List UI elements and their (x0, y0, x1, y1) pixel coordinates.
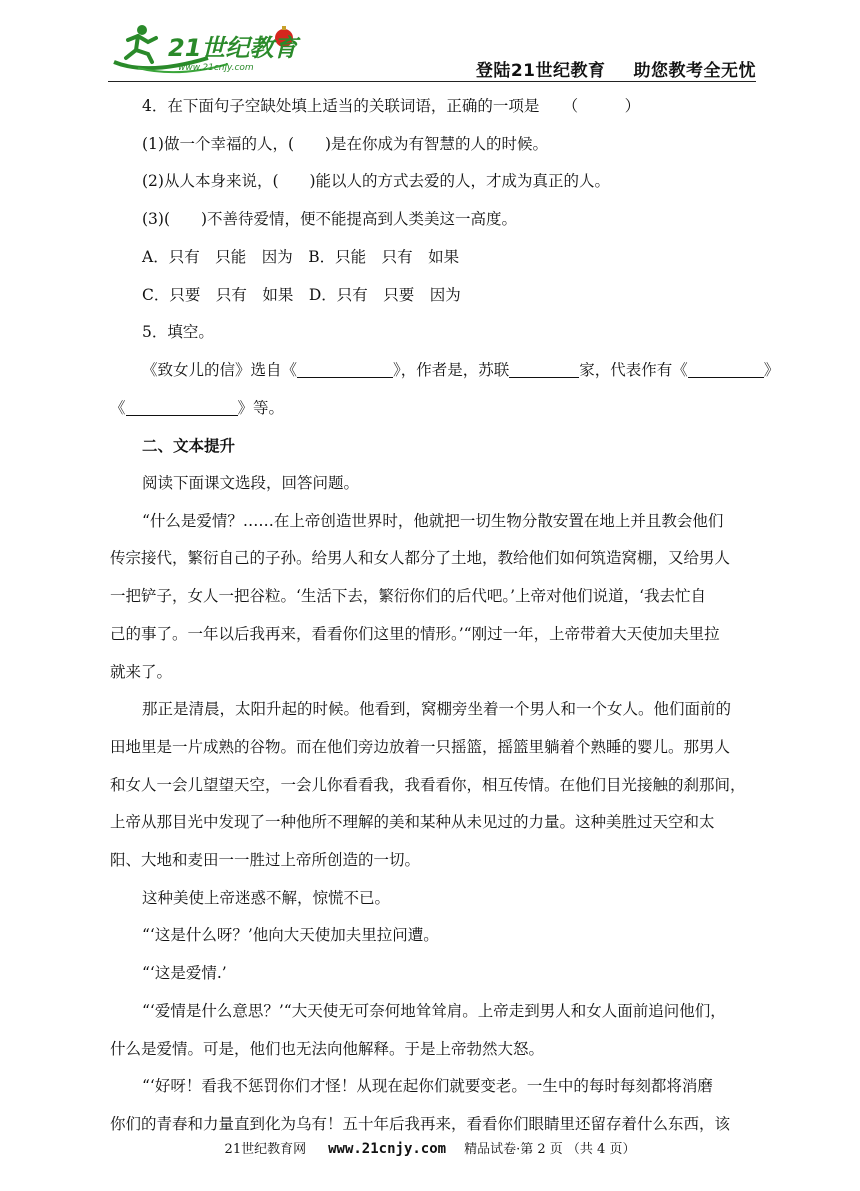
fill-text: 》 (763, 360, 780, 379)
question-4-options-ab: A．只有 只能 因为 B．只能 只有 如果 (142, 247, 460, 266)
answer-blank[interactable] (126, 397, 238, 416)
logo-url: www.21cnjy.com (178, 63, 254, 73)
page-header (0, 0, 860, 86)
question-5-fill-line-2 (110, 390, 756, 428)
document-body (110, 88, 780, 1144)
passage-line: “‘这是爱情.’ (142, 964, 227, 983)
answer-blank[interactable] (509, 359, 579, 378)
question-4-options-cd: C．只要 只有 如果 D．只有 只要 因为 (142, 285, 461, 304)
passage-line: “什么是爱情？……在上帝创造世界时，他就把一切生物分散安置在地上并且教会他们 (142, 511, 724, 530)
header-slogan (476, 56, 756, 81)
page-footer (0, 1138, 860, 1157)
passage-line: 己的事了。一年以后我再来，看看你们这里的情形。’“刚过一年，上帝带着大天使加夫里拉 (110, 624, 720, 643)
passage-line: “‘爱情是什么意思？’“大天使无可奈何地耸耸肩。上帝走到男人和女人面前追问他们， (142, 1001, 726, 1020)
question-5-fill-line-1 (110, 352, 780, 390)
passage-line: 这种美使上帝迷惑不解，惊慌不已。 (142, 888, 391, 907)
site-logo (108, 16, 308, 80)
slogan-left: 登陆21世纪教育 (475, 61, 606, 81)
header-divider (108, 81, 756, 82)
passage-line: 就来了。 (110, 662, 173, 681)
passage-line: 传宗接代，繁衍自己的子孙。给男人和女人都分了土地，教给他们如何筑造窝棚，又给男人 (110, 549, 731, 568)
passage-line: 一把铲子，女人一把谷粒。‘生活下去，繁衍你们的后代吧。’上帝对他们说道，‘我去忙自 (110, 587, 707, 606)
fill-text: 家，代表作有《 (579, 360, 688, 379)
slogan-right: 助您教考全无忧 (633, 61, 756, 81)
logo-text: 21世纪教育 (168, 34, 298, 62)
passage-line: “‘这是什么呀？’他向大天使加夫里拉问遭。 (142, 926, 439, 945)
answer-blank[interactable] (688, 359, 764, 378)
section-heading: 二、文本提升 (142, 436, 236, 456)
footer-left: 21世纪教育网 (224, 1142, 307, 1157)
question-4-sentence-1: (1)做一个幸福的人，( )是在你成为有智慧的人的时候。 (142, 134, 549, 153)
question-5-stem: 5．填空。 (142, 323, 214, 342)
question-4-sentence-2: (2)从人本身来说，( )能以人的方式去爱的人，才成为真正的人。 (142, 172, 611, 191)
passage-line: “‘好呀！看我不惩罚你们才怪！从现在起你们就要变老。一生中的每时每刻都将消磨 (142, 1077, 713, 1096)
fill-text: 《 (110, 398, 126, 417)
reading-instruction: 阅读下面课文选段，回答问题。 (142, 474, 360, 493)
question-4-sentence-3: (3)( )不善待爱情，便不能提高到人类美这一高度。 (142, 210, 518, 229)
footer-site-link[interactable]: www.21cnjy.com (328, 1141, 447, 1157)
fill-text: 《致女儿的信》选自《 (142, 360, 298, 379)
passage-line: 什么是爱情。可是，他们也无法向他解释。于是上帝勃然大怒。 (110, 1039, 545, 1058)
fill-text: 》等。 (237, 398, 285, 417)
passage-line: 田地里是一片成熟的谷物。而在他们旁边放着一只摇篮，摇篮里躺着个熟睡的婴儿。那男人 (110, 737, 731, 756)
question-4-stem: 4．在下面句子空缺处填上适当的关联词语，正确的一项是 （ ） (142, 97, 641, 115)
fill-text: 》，作者是，苏联 (393, 360, 510, 379)
footer-page-info: 精品试卷·第 2 页 （共 4 页） (464, 1142, 636, 1157)
passage-line: 你们的青春和力量直到化为乌有！五十年后我再来，看看你们眼睛里还留存着什么东西，该 (110, 1114, 731, 1133)
passage-line: 上帝从那目光中发现了一种他所不理解的美和某种从未见过的力量。这种美胜过天空和太 (110, 813, 715, 832)
answer-blank[interactable] (297, 359, 393, 378)
passage-line: 和女人一会儿望望天空，一会儿你看看我，我看看你，相互传情。在他们目光接触的刹那间， (110, 775, 746, 794)
passage-line: 阳、大地和麦田一一胜过上帝所创造的一切。 (110, 851, 421, 870)
passage-line: 那正是清晨，太阳升起的时候。他看到，窝棚旁坐着一个男人和一个女人。他们面前的 (142, 700, 732, 719)
